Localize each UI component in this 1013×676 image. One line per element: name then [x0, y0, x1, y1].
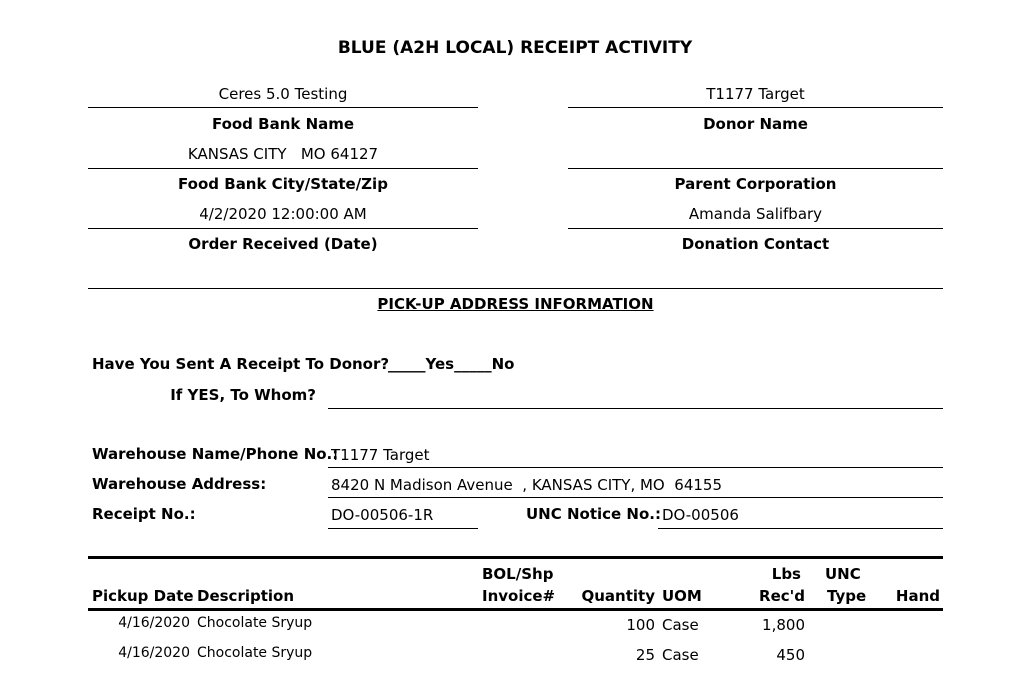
column-header-lbs-line1: Lbs — [771, 565, 801, 583]
warehouse-name-value: T1177 Target — [331, 446, 430, 464]
table-top-rule — [88, 556, 943, 559]
food-bank-city-value: KANSAS CITY MO 64127 — [187, 145, 379, 163]
divider — [88, 107, 478, 108]
receipt-no-label: Receipt No.: — [92, 505, 196, 523]
food-bank-city-label: Food Bank City/State/Zip — [178, 175, 388, 193]
divider — [568, 228, 943, 229]
column-header-pickup-date: Pickup Date — [92, 587, 194, 605]
divider — [88, 228, 478, 229]
yes-no-choice[interactable]: _____Yes_____No — [388, 355, 515, 373]
divider — [568, 107, 943, 108]
cell-quantity: 100 — [626, 616, 655, 634]
donation-contact-value: Amanda Salifbary — [688, 205, 823, 223]
donor-name-label: Donor Name — [703, 115, 808, 133]
column-header-lbs-line2: Rec'd — [759, 587, 805, 605]
cell-lbs: 1,800 — [762, 616, 805, 634]
cell-pickup-date: 4/16/2020 — [118, 645, 190, 661]
divider — [328, 497, 943, 498]
divider — [658, 528, 943, 529]
food-bank-name-label: Food Bank Name — [211, 115, 355, 133]
divider — [568, 168, 943, 169]
parent-corporation-label: Parent Corporation — [674, 175, 837, 193]
cell-pickup-date: 4/16/2020 — [118, 615, 190, 631]
column-header-bol-line1: BOL/Shp — [482, 565, 554, 583]
cell-uom: Case — [662, 616, 699, 634]
report-title: BLUE (A2H LOCAL) RECEIPT ACTIVITY — [337, 38, 693, 58]
to-whom-label: If YES, To Whom? — [170, 386, 316, 404]
cell-description: Chocolate Sryup — [197, 645, 313, 661]
pickup-section-heading: PICK-UP ADDRESS INFORMATION — [377, 295, 654, 313]
column-header-bol-line2: Invoice# — [482, 587, 556, 605]
cell-lbs: 450 — [776, 646, 805, 664]
divider — [328, 528, 478, 529]
cell-description: Chocolate Sryup — [197, 615, 313, 631]
column-header-unc-line1: UNC — [825, 565, 861, 583]
column-header-description: Description — [197, 587, 295, 605]
donor-name-value: T1177 Target — [706, 85, 805, 103]
order-received-value: 4/2/2020 12:00:00 AM — [199, 205, 367, 223]
food-bank-name-value: Ceres 5.0 Testing — [218, 85, 348, 103]
warehouse-address-label: Warehouse Address: — [92, 475, 267, 493]
warehouse-address-value: 8420 N Madison Avenue , KANSAS CITY, MO 64155 — [331, 476, 722, 494]
order-received-label: Order Received (Date) — [188, 235, 378, 253]
to-whom-field-line[interactable] — [328, 408, 943, 409]
donation-contact-label: Donation Contact — [681, 235, 830, 253]
warehouse-name-label: Warehouse Name/Phone No.: — [92, 445, 339, 463]
receipt-question-label: Have You Sent A Receipt To Donor? — [92, 355, 390, 373]
column-header-uom: UOM — [662, 587, 702, 605]
unc-notice-label: UNC Notice No.: — [526, 505, 661, 523]
column-header-hand: Hand — [895, 587, 940, 605]
section-divider — [88, 288, 943, 289]
unc-notice-value: DO-00506 — [662, 506, 739, 524]
divider — [328, 467, 943, 468]
receipt-no-value: DO-00506-1R — [331, 506, 434, 524]
table-header-rule — [88, 608, 943, 611]
column-header-unc-line2: Type — [827, 587, 867, 605]
cell-quantity: 25 — [635, 646, 655, 664]
cell-uom: Case — [662, 646, 699, 664]
column-header-quantity: Quantity — [581, 587, 655, 605]
divider — [88, 168, 478, 169]
